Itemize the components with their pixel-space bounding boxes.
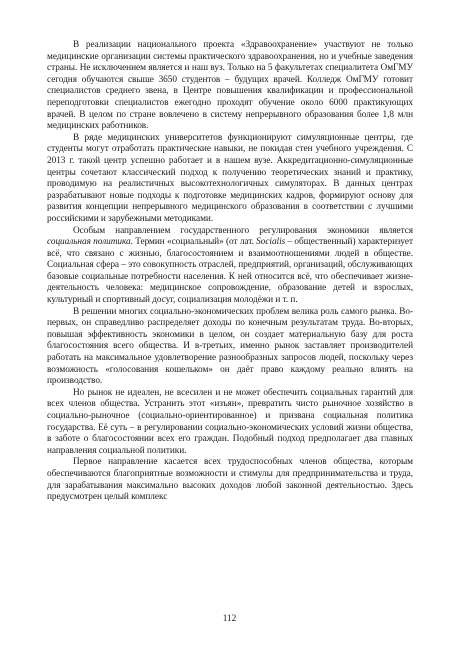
text-run: Но рынок не идеален, не всесилен и не может обеспечить социальных гарантий для всех членов общества. Устранить этот «изъян», превратить чисто рыночное хозяйство в социально-рыночное (социально-ориентированное) и призвана социальная политика государства. Её суть – в регулировании социально-экономических условий жизни общества, в заботе о благосостоянии всех его граждан. Подобный подход предполагает два главных направления социальной политики. [47,387,413,456]
text-run: Особым направлением государственного регулирования экономики является [73,225,413,236]
text-run: Первое направление касается всех трудоспособных членов общества, которым обеспечиваются благоприятные возможности и стимулы для предпринимательства и труда, для зарабатывания максимально высоких доходов любой законной деятельностью. Здесь предусмотрен целый комплекс [47,457,413,503]
text-run: В реализации национального проекта «Здравоохранение» участвуют не только медицинские организации системы практического здравоохранения, но и учебные заведения страны. Не исключением является и наш вуз. Только на 5 факультетах специалитета ОмГМУ сегодня обучаются свыше 3650 студентов – будущих врачей. Колледж ОмГМУ готовит специалистов среднего звена, в Центре повышения квалификации и профессиональной переподготовки специалистов ежегодно проходят обучение около 6000 практикующих врачей. В целом по стране вовлечено в систему непрерывного образования более 1,8 млн медицинских работников. [47,40,413,132]
paragraph [47,307,413,388]
italic-term-socialis: Socialis [256,237,286,248]
text-run: . Термин «социальный» (от лат. [130,237,257,248]
italic-term-social-policy: социальная политика [47,237,131,248]
paragraph [47,457,413,503]
paragraph [47,226,413,307]
paragraph [47,133,413,226]
paragraph [47,40,413,133]
paragraph [47,388,413,458]
text-run: В решении многих социально-экономических проблем велика роль самого рынка. Во-первых, он справедливо распределяет доходы по конечным результатам труда. Во-вторых, повышая эффективность экономики в целом, он создает материальную базу для роста благосостояния всего общества. И в-третьих, именно рынок заставляет производителей работать на максимальное удовлетворение разнообразных запросов людей, поскольку через возможность «голосования кошельком» он даёт право каждому реально влиять на производство. [47,306,413,387]
page-number: 112 [222,614,237,624]
text-run: В ряде медицинских университетов функционируют симуляционные центры, где студенты могут отработать практические навыки, не покидая стен учебного учреждения. С 2013 г. такой центр успешно работает и в нашем вузе. Аккредитационно-симуляционные центры сочетают классический подход к получению теоретических знаний и практику, проводимую на реалистичных высокотехнологичных симуляторах. В данных центрах разрабатывают новые подходы к подготовке медицинских кадров, формируют основу для развития концепции непрерывного медицинского образования в соответствии с лучшими российскими и зарубежными методиками. [47,132,413,224]
body-text [47,40,413,504]
text-run: – общественный) характеризует всё, что связано с жизнью, благосостоянием и взаимоотношениями людей в обществе. Социальная сфера – это совокупность отраслей, предприятий, организаций, обслуживающих базовые социальные потребности населения. К ней относится всё, что обеспечивает жизне-деятельность человека: медицинское сопровождение, образование детей и взрослых, культурный и спортивный досуг, социализация молодёжи и т. п. [47,237,413,306]
